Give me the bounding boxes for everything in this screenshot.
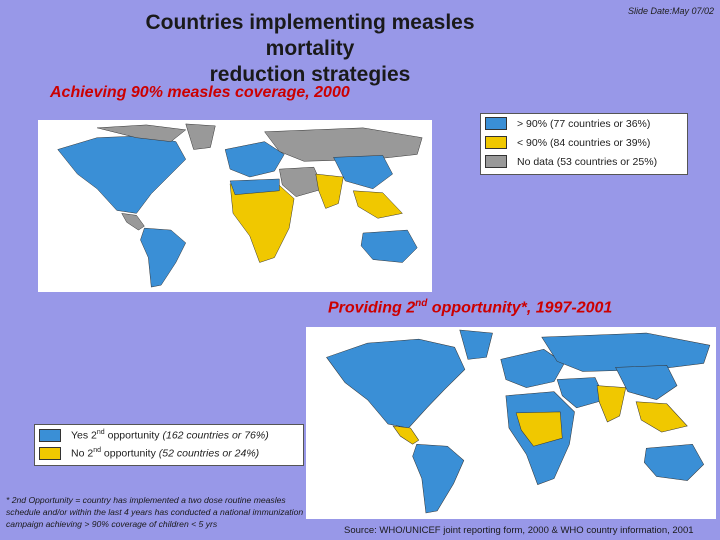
legend-label — [71, 429, 269, 442]
north-america-shape — [327, 339, 465, 428]
se-asia-shape — [636, 402, 687, 432]
legend-no-detail: (52 countries or 24%) — [158, 447, 260, 460]
map2-subtitle-pre: Providing 2 — [328, 299, 416, 317]
legend-item-no-data — [485, 155, 657, 168]
legend-swatch-blue — [39, 429, 61, 442]
second-opportunity-legend — [34, 424, 304, 466]
australia-shape — [644, 444, 703, 480]
russia-shape — [265, 128, 423, 161]
china-shape — [616, 365, 678, 399]
map2-subtitle — [328, 298, 612, 317]
legend-yes-sup: nd — [96, 429, 105, 437]
legend-swatch-yellow — [485, 136, 507, 149]
coverage-legend — [480, 113, 688, 175]
title-line-1: Countries implementing measles mortality — [145, 11, 475, 60]
south-america-shape — [413, 444, 464, 513]
slide-date: Slide Date:May 07/02 — [627, 6, 714, 16]
russia-shape — [542, 333, 710, 371]
legend-yes-post: opportunity — [104, 429, 163, 442]
title-line-2: reduction strategies — [209, 63, 411, 86]
legend-item-no — [39, 447, 259, 460]
central-america-shape — [122, 213, 145, 230]
south-america-shape — [140, 228, 185, 287]
legend-label — [71, 447, 259, 460]
greenland-shape — [186, 124, 216, 150]
north-america-shape — [58, 136, 186, 214]
map1-subtitle: Achieving 90% measles coverage, 2000 — [50, 84, 350, 101]
legend-item-yes — [39, 429, 269, 442]
china-shape — [334, 155, 393, 188]
central-america-shape — [393, 426, 419, 444]
south-asia-shape — [597, 386, 626, 422]
legend-no-post: opportunity — [100, 447, 159, 460]
legend-label: No data (53 countries or 25%) — [517, 155, 658, 168]
legend-yes-pre: Yes 2 — [71, 429, 97, 442]
coverage-map — [38, 120, 432, 292]
legend-no-sup: nd — [93, 447, 101, 455]
legend-yes-detail: (162 countries or 76%) — [162, 429, 269, 442]
legend-label: > 90% (77 countries or 36%) — [517, 117, 651, 130]
legend-label: < 90% (84 countries or 39%) — [517, 136, 651, 149]
second-opportunity-map — [306, 327, 716, 519]
legend-swatch-grey — [485, 155, 507, 168]
map2-subtitle-sup: nd — [415, 298, 428, 309]
se-asia-shape — [353, 191, 402, 219]
legend-swatch-blue — [485, 117, 507, 130]
europe-shape — [225, 142, 284, 177]
coverage-map-svg — [38, 120, 432, 292]
second-opportunity-map-svg — [306, 327, 716, 519]
australia-shape — [361, 230, 417, 262]
source-note: Source: WHO/UNICEF joint reporting form, 2000 & WHO country information, 2001 — [344, 525, 694, 536]
south-asia-shape — [316, 174, 344, 208]
greenland-shape — [460, 330, 493, 359]
footnote: * 2nd Opportunity = country has implemented a two dose routine measles schedule and/or within the last 4 years has conducted a national immunization campaign achieving > 90% coverage of children < 5 yrs — [6, 495, 304, 529]
map2-subtitle-post: opportunity*, 1997-2001 — [427, 299, 613, 317]
legend-item-above-90 — [485, 117, 650, 130]
legend-swatch-yellow — [39, 447, 61, 460]
legend-item-below-90 — [485, 136, 650, 149]
legend-no-pre: No 2 — [71, 447, 94, 460]
page-title — [100, 10, 520, 88]
